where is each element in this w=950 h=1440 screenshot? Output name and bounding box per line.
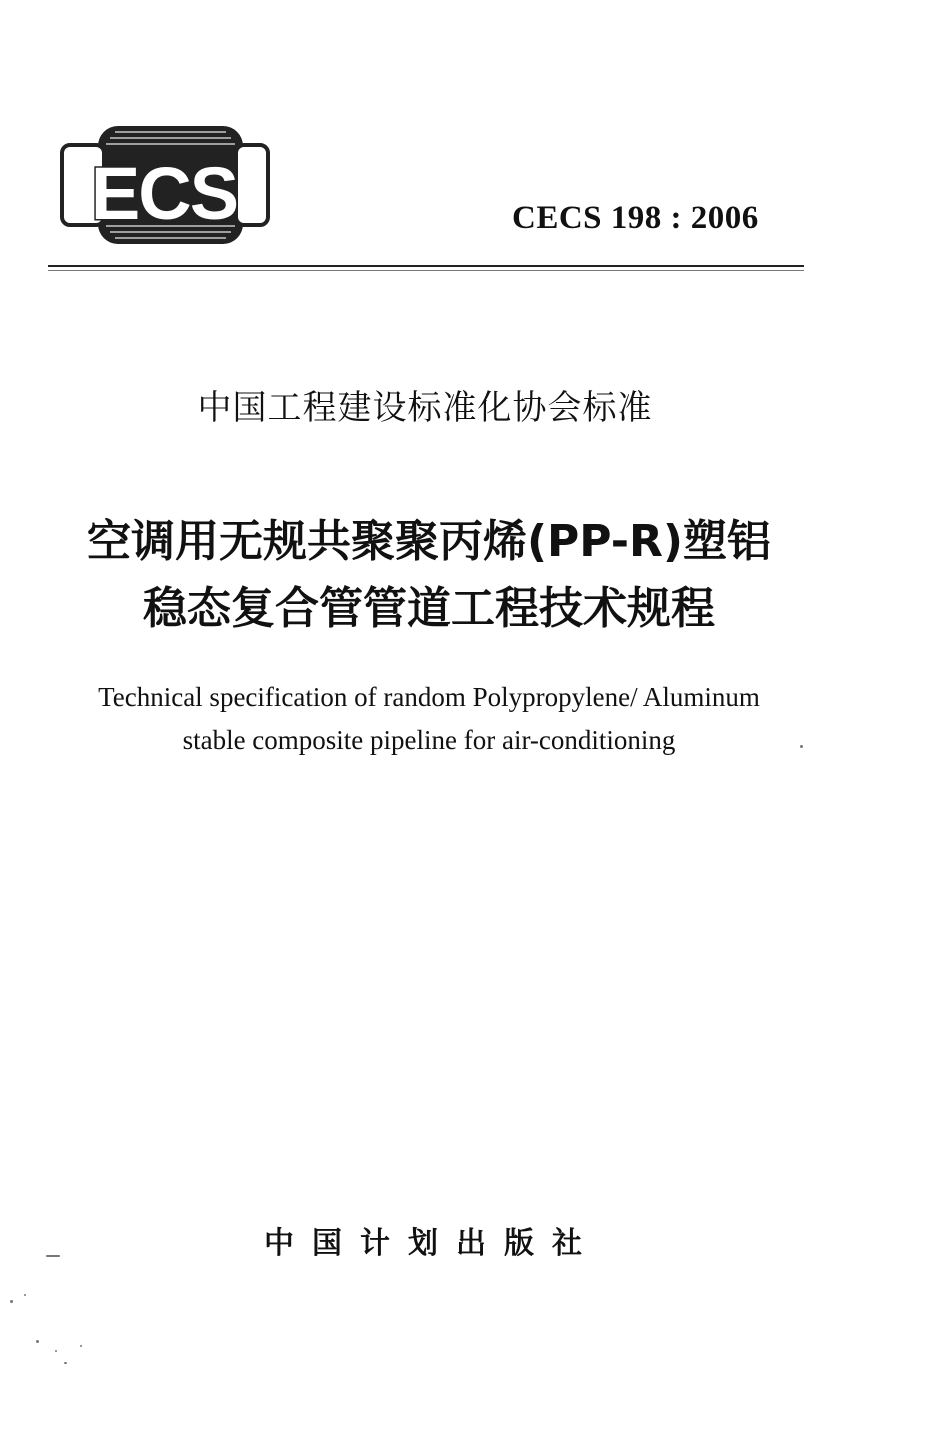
header-divider — [48, 265, 804, 267]
header-divider-thin — [48, 270, 804, 271]
association-name: 中国工程建设标准化协会标准 — [197, 388, 653, 428]
title-en-line-2: stable composite pipeline for air-conditioning — [182, 725, 676, 755]
scan-speck — [24, 1294, 26, 1296]
scan-speck — [46, 1255, 60, 1257]
scan-speck — [800, 745, 803, 748]
scan-speck — [80, 1345, 82, 1347]
ecs-logo — [60, 120, 270, 250]
publisher-name: 中国计划出版社 — [264, 1226, 600, 1261]
standard-code: CECS 198 : 2006 — [512, 200, 759, 236]
title-zh-line-1: 空调用无规共聚聚丙烯(PP-R)塑铝 — [86, 516, 772, 567]
logo-lettering: ECS — [90, 152, 238, 235]
title-en-line-1: Technical specification of random Polypropylene/ Aluminum — [98, 682, 760, 712]
scan-speck — [36, 1340, 39, 1343]
scan-speck — [55, 1350, 57, 1352]
scan-speck — [64, 1362, 67, 1364]
title-zh-line-2: 稳态复合管管道工程技术规程 — [143, 583, 715, 634]
scan-speck — [10, 1300, 13, 1303]
